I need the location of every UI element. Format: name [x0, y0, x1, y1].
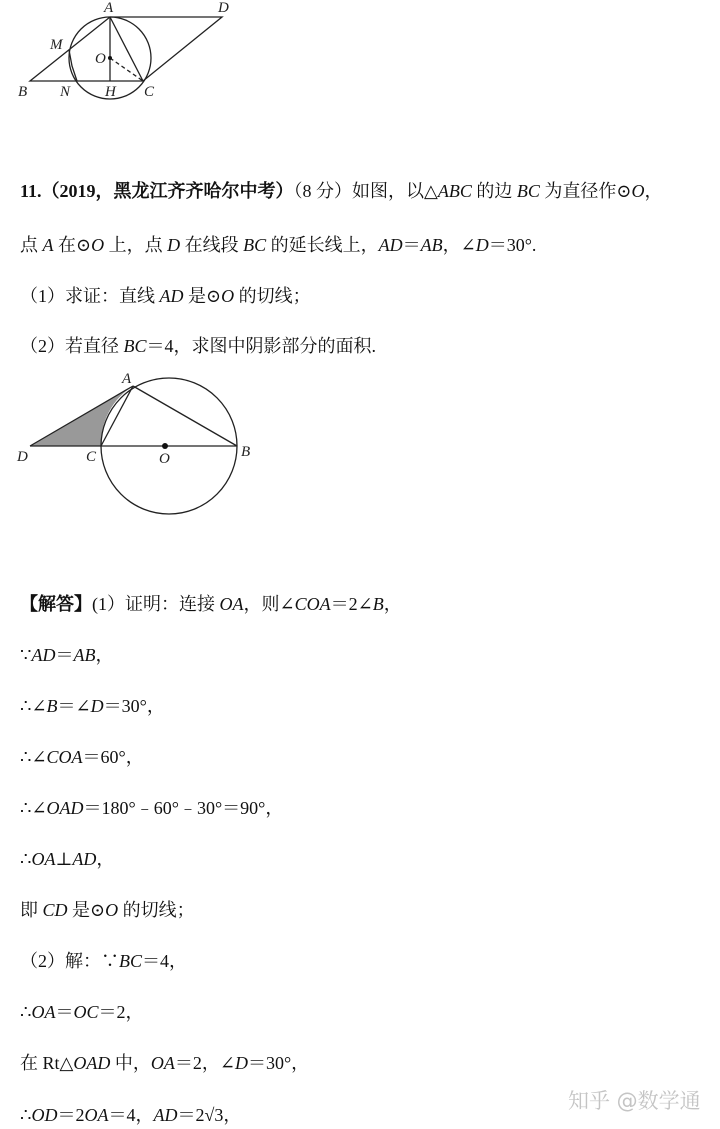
text-line: [20, 285, 311, 307]
text-segment: ∴: [20, 1002, 32, 1022]
label-o: O: [95, 51, 106, 67]
label-b: B: [18, 84, 28, 100]
text-segment: ＝2，: [98, 1002, 144, 1022]
math-variable: COA: [294, 594, 331, 614]
text-segment: 在⊙: [53, 235, 92, 255]
text-segment: ∴∠: [20, 798, 47, 818]
math-variable: BC: [243, 235, 267, 255]
text-segment: ，: [96, 849, 115, 869]
text-line: [20, 644, 113, 666]
text-line: [20, 1052, 309, 1074]
text-segment: ＝4，: [108, 1105, 154, 1125]
text-segment: 的延长线上，: [266, 235, 379, 255]
text-segment: （8 分）如图，以△: [293, 181, 438, 201]
label-h: H: [105, 84, 116, 100]
text-segment: ，∠: [442, 235, 476, 255]
text-line: [20, 950, 187, 972]
text-segment: ＝∠: [57, 696, 91, 716]
text-line: [20, 593, 402, 615]
math-variable: AB: [420, 235, 443, 255]
watermark: 知乎 @数学通: [568, 1089, 701, 1113]
text-segment: 为直径作⊙: [539, 181, 632, 201]
text-segment: 的边: [471, 181, 517, 201]
math-variable: B: [46, 696, 58, 716]
text-segment: 点: [20, 235, 43, 255]
text-line: [20, 695, 165, 717]
text-line: [20, 1001, 143, 1023]
math-variable: BC: [123, 336, 147, 356]
text-line: [20, 335, 376, 357]
math-variable: COA: [46, 747, 83, 767]
label-b: B: [241, 444, 251, 460]
math-variable: D: [234, 1053, 248, 1073]
text-segment: 的切线；: [234, 286, 311, 306]
text-segment: ∵: [20, 645, 32, 665]
text-segment: 在线段: [180, 235, 244, 255]
text-segment: ＝2∠: [330, 594, 373, 614]
math-variable: OA: [84, 1105, 109, 1125]
figure-tangent-circle: [0, 365, 270, 525]
text-segment: ∴∠: [20, 696, 47, 716]
text-line: [20, 848, 114, 870]
text-segment: 即: [20, 900, 43, 920]
text-segment: ＝4，求图中阴影部分的面积.: [146, 336, 377, 356]
text-segment: 是⊙: [183, 286, 222, 306]
text-segment: ，: [644, 181, 663, 201]
text-segment: 在 Rt△: [20, 1053, 74, 1073]
label-c: C: [86, 449, 97, 465]
text-segment: 的切线；: [118, 900, 195, 920]
math-variable: AB: [73, 645, 96, 665]
text-segment: 中，: [110, 1053, 151, 1073]
label-c: C: [144, 84, 155, 100]
math-variable: AD: [378, 235, 403, 255]
text-segment: ＝60°，: [82, 747, 144, 767]
text-segment: ，: [383, 594, 402, 614]
text-segment: ＝30°，: [247, 1053, 310, 1073]
label-n: N: [60, 84, 71, 100]
math-variable: BC: [516, 181, 540, 201]
text-segment: (1）证明：连接: [92, 594, 220, 614]
text-segment: ∴∠: [20, 747, 47, 767]
text-line: [20, 234, 536, 256]
math-variable: AD: [153, 1105, 178, 1125]
label-a: A: [122, 371, 132, 387]
math-variable: OA: [31, 849, 56, 869]
math-variable: CD: [42, 900, 68, 920]
label-m: M: [50, 37, 63, 53]
text-segment: 是⊙: [67, 900, 106, 920]
math-variable: AD: [159, 286, 184, 306]
text-line: [20, 797, 283, 819]
text-segment: ，则∠: [243, 594, 295, 614]
text-line: [20, 746, 144, 768]
math-variable: A: [42, 235, 54, 255]
math-variable: O: [105, 900, 119, 920]
text-segment: ，: [95, 645, 114, 665]
text-segment: ＝2√3，: [177, 1105, 242, 1125]
text-segment: ＝4，: [142, 951, 188, 971]
text-segment: ＝: [55, 645, 74, 665]
math-variable: O: [631, 181, 645, 201]
math-variable: OAD: [73, 1053, 111, 1073]
math-variable: D: [167, 235, 181, 255]
text-segment: ＝2，∠: [174, 1053, 235, 1073]
text-segment: ∴: [20, 1105, 32, 1125]
text-segment: 【解答】: [20, 594, 92, 614]
math-variable: OA: [219, 594, 244, 614]
text-line: [20, 899, 195, 921]
text-segment: ＝: [55, 1002, 74, 1022]
label-a: A: [104, 0, 114, 16]
math-variable: AD: [31, 645, 56, 665]
math-variable: OD: [31, 1105, 58, 1125]
math-variable: O: [91, 235, 105, 255]
figure-parallelogram-circle: [0, 0, 280, 110]
math-variable: OAD: [46, 798, 84, 818]
text-segment: （2）解：∵: [20, 951, 119, 971]
text-line: [20, 1104, 241, 1126]
text-segment: ＝2: [57, 1105, 85, 1125]
text-segment: ＝180°﹣60°﹣30°＝90°，: [83, 798, 284, 818]
math-variable: D: [475, 235, 489, 255]
math-variable: OA: [31, 1002, 56, 1022]
text-segment: ＝30°，: [103, 696, 165, 716]
math-variable: O: [221, 286, 235, 306]
text-segment: ＝: [402, 235, 421, 255]
label-d: D: [218, 0, 229, 16]
math-variable: AD: [72, 849, 97, 869]
math-variable: BC: [119, 951, 143, 971]
text-segment: （1）求证：直线: [20, 286, 160, 306]
math-variable: OA: [150, 1053, 175, 1073]
text-segment: 上，点: [104, 235, 168, 255]
text-segment: ∴: [20, 849, 32, 869]
label-d: D: [17, 449, 28, 465]
text-segment: ＝30°.: [488, 235, 537, 255]
math-variable: D: [90, 696, 104, 716]
math-variable: B: [372, 594, 384, 614]
math-variable: ABC: [437, 181, 472, 201]
problem-title: [20, 180, 662, 202]
text-segment: ⊥: [55, 849, 73, 869]
math-variable: OC: [73, 1002, 99, 1022]
text-segment: 11.（2019，黑龙江齐齐哈尔中考）: [20, 181, 294, 201]
text-segment: （2）若直径: [20, 336, 124, 356]
label-o: O: [159, 451, 170, 467]
